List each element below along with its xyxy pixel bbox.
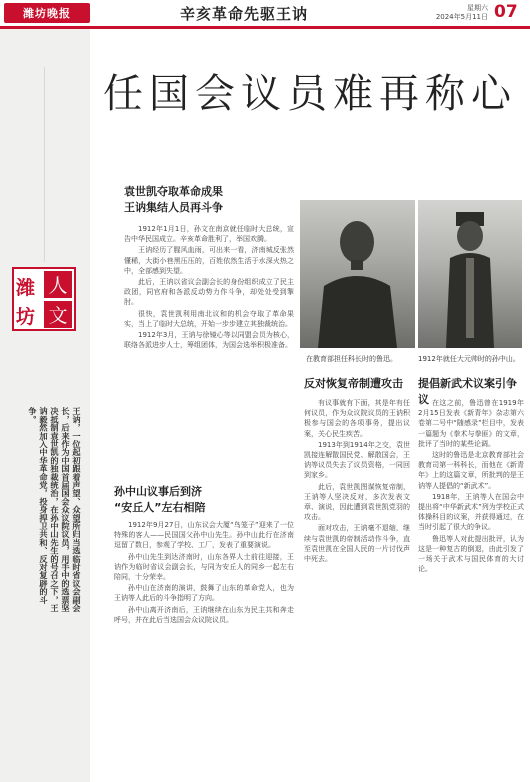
sun-yat-sen-figure	[418, 200, 522, 348]
paragraph: 此后，王讷以省议会副会长的身份组织成立了民主政团，同官府和各派反动势力作斗争，却处处受到掣肘。	[124, 278, 294, 307]
stamp-char-3: 人	[44, 271, 72, 298]
paragraph: 1912年9月27日，山东议会大厦“鸟笼子”迎来了一位特殊的客人——民国国父孙中山先生。孙中山此行在济南逗留了数日，参观了学校、工厂，发表了重要演说。	[114, 521, 294, 550]
paragraph: 很快，袁世凯利用南北议和的机会夺取了革命果实，当上了临时大总统，开始一步步建立其独裁统治。	[124, 309, 294, 328]
page-header	[0, 0, 530, 26]
page-number: 07	[494, 2, 518, 22]
paragraph: 面对攻击，王讷毫不退缩，继续与袁世凯的帝制活动作斗争，直至袁世凯在全国人民的一片讨伐声中死去。	[304, 524, 410, 564]
sidebar-decoration	[44, 67, 45, 262]
paragraph: 孙中山离开济南后，王讷继续在山东为民主共和奔走呼号，并在此后当选国会众议院议员。	[114, 605, 294, 624]
paragraph: 这时的鲁迅是北京教育部社会教育司第一科科长，而他在《新青年》上的这篇文章，所批判的是王讷等人提倡的“新武术”。	[418, 451, 524, 490]
section1-heading-line2: 王讷集结人员再斗争	[124, 201, 223, 214]
section4-heading: 提倡新武术议案引争议	[418, 377, 517, 406]
sun-yat-sen-photo	[418, 200, 522, 348]
photo-caption-1: 在教育部担任科长时的鲁迅。	[306, 355, 397, 363]
section2-body	[114, 520, 294, 772]
paragraph: 1912年3月，王讷与徐镜心等以同盟会员为核心，联络各派进步人士，筹组团体，为国会选举积极准备。	[124, 331, 294, 350]
section-title: 辛亥革命先驱王讷	[180, 5, 309, 23]
stamp-char-2: 坊	[16, 306, 36, 328]
stamp-char-4: 文	[44, 301, 72, 328]
column-stamp	[12, 267, 76, 331]
issue-weekday: 星期六	[467, 4, 488, 12]
section3-heading: 反对恢复帝制遭攻击	[304, 377, 403, 390]
section1-heading-line1: 袁世凯夺取革命成果	[124, 185, 223, 198]
newspaper-logo	[4, 3, 90, 23]
section2-heading-line2: “安丘人”左右相陪	[114, 501, 206, 514]
issue-date-box	[424, 4, 488, 22]
section4-body	[418, 398, 524, 774]
paragraph: 1913年到1914年之交，袁世凯接连解散国民党、解散国会，王讷等议员失去了议员资格，一同回到家乡。	[304, 440, 410, 480]
paragraph: 鲁迅等人对此提出批评，认为这是一种复古的倒退，由此引发了一场关于武术与国民体育的大讨论。	[418, 534, 524, 574]
paragraph: 孙中山在济南的演讲，鼓舞了山东的革命党人，也为王讷等人此后的斗争指明了方向。	[114, 584, 294, 603]
lu-xun-photo	[300, 200, 415, 348]
paragraph: 孙中山先生到达济南时，山东各界人士前往迎接，王讷作为临时省议会副会长，与同为安丘人的同乡一起左右陪同，十分荣幸。	[114, 552, 294, 582]
paragraph: 此后，袁世凯图谋恢复帝制，王讷等人坚决反对，多次发表文章、演说，因此遭到袁世凯党羽的攻击。	[304, 482, 410, 522]
article-headline: 任国会议员难再称心	[103, 71, 517, 117]
issue-date: 2024年5月11日	[435, 13, 488, 21]
paragraph: 1918年，王讷等人在国会中提出将“中华新武术”列为学校正式体操科目的议案，并获得通过，在当时引起了很大的争议。	[418, 492, 524, 532]
paragraph: 王讷经历了腥风血雨，可出来一看，济南城反张然懂稀，大街小巷黑压压的，百姓依然生活于水深火热之中，全部感到失望。	[124, 246, 294, 275]
article-intro: 王讷，一位起初跟着声望、众望所归当选临时省议会副会长，后来作为中国首届国会众议院议员，用手中的选票坚决抵制袁世凯的独裁统治，在孙中山先生的号召之下，王讷毅然加入中华革命党，投身捍卫共和、反对复辟的斗争。	[28, 407, 82, 612]
section3-body	[304, 398, 410, 774]
newspaper-logo-text: 潍坊晚报	[23, 7, 71, 20]
lu-xun-figure	[300, 200, 415, 348]
left-sidebar	[0, 29, 90, 782]
paragraph: 1912年1月1日，孙文在南京就任临时大总统，宣告中华民国成立。辛亥革命胜利了，举国欢腾。	[124, 225, 294, 244]
paragraph: 有议事就有下面，其是年有任何议员，作为众议院议员的王讷积极参与国会的各项事务，提出议案，关心民生疾苦。	[304, 399, 410, 438]
section2-heading-line1: 孙中山议事后到济	[114, 485, 202, 498]
section1-heading	[124, 184, 294, 216]
paragraph: 在这之前，鲁迅曾在1919年2月15日发表《新青年》杂志第六卷第二号中“随感录”栏目中，发表一篇题为《拳术与拳匪》的文章，批评了当时的某些论调。	[418, 399, 524, 448]
stamp-char-1: 潍	[16, 277, 36, 299]
photo-caption-2: 1912年就任大元帅时的孙中山。	[418, 355, 520, 363]
section1-body	[124, 224, 294, 458]
section2-heading	[114, 484, 294, 516]
